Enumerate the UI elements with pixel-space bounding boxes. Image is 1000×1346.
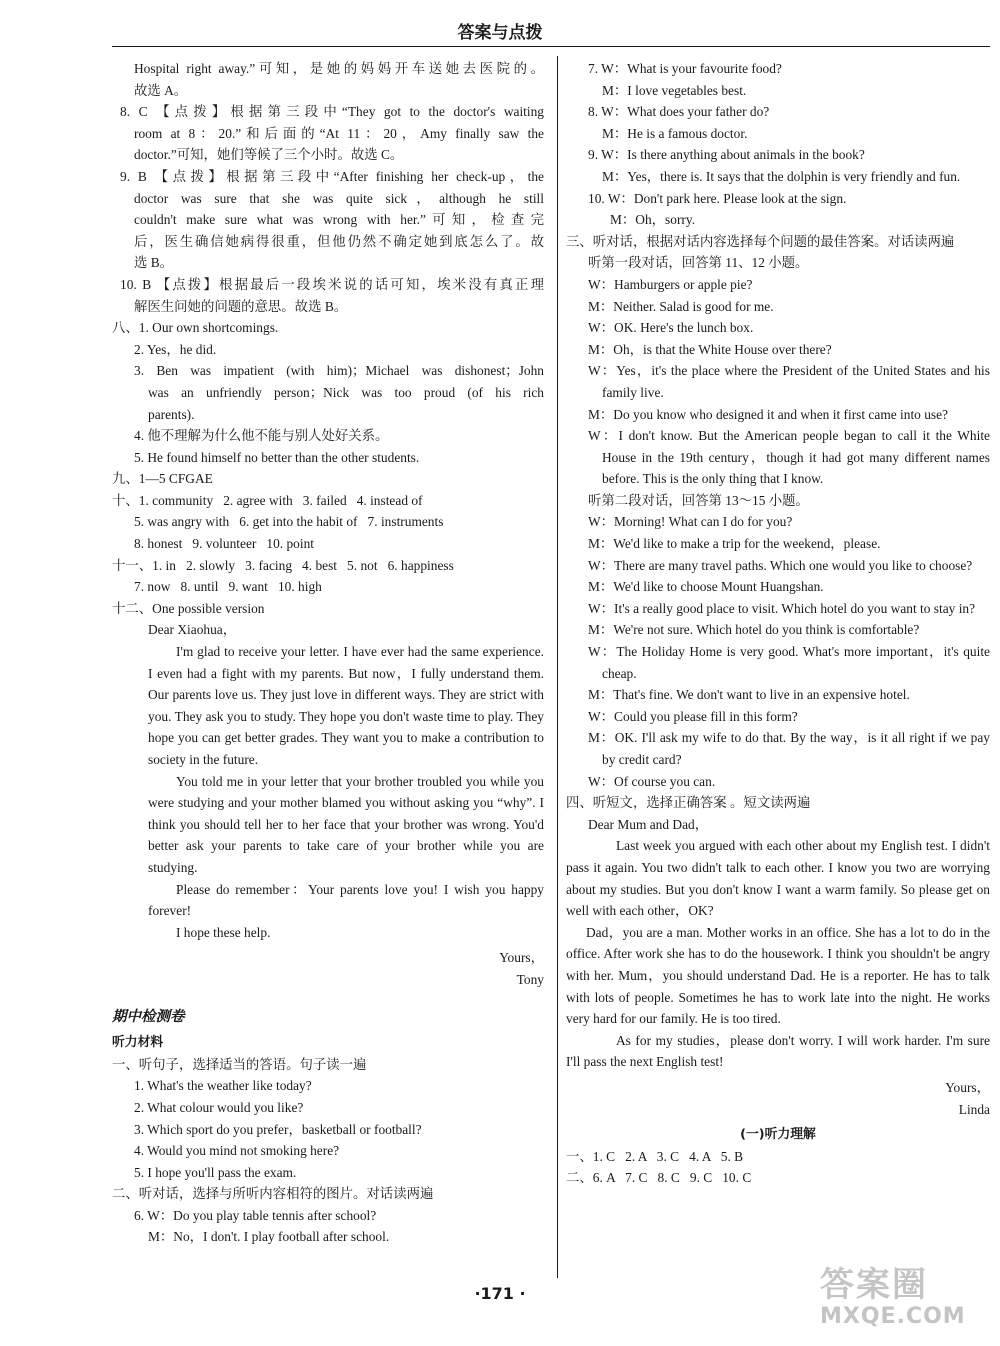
answer-line: 选 B。: [134, 255, 174, 271]
dialogue-line: M：That's fine. We don't want to live in an expensive hotel.: [588, 687, 910, 703]
letter-paragraph: Last week you argued with each other about my English test. I didn't pass it again. You two didn't talk to each other. I know you two are worrying about my studies. But you don't know I want a warm family. So please get on well with each other，OK?: [566, 838, 994, 919]
section-title-midterm: 期中检测卷: [112, 1008, 185, 1025]
answer-key-line: 一、1. C 2. A 3. C 4. A 5. B: [566, 1148, 744, 1164]
letter-salutation: Dear Xiaohua，: [148, 622, 237, 638]
dialogue-line: M：Do you know who designed it and when it first came into use?: [588, 406, 948, 422]
listening-part-one: 一、听句子，选择适当的答语。句子读一遍: [112, 1056, 367, 1072]
dialogue-line: 9. W：Is there anything about animals in the book?: [588, 147, 865, 163]
answer-line: 5. was angry with 6. get into the habit of 7. instruments: [134, 514, 444, 530]
dialogue-line: M：We're not sure. Which hotel do you think is comfortable?: [588, 622, 920, 638]
dialogue-line: W：Yes，it's the place where the President of the United States and his family live.: [588, 363, 994, 400]
listening-sentence: 3. Which sport do you prefer，basketball or football?: [134, 1121, 422, 1137]
answer-line: 4. 他不理解为什么他不能与别人处好关系。: [134, 428, 389, 444]
watermark-text: 答案圈: [820, 1265, 928, 1305]
dialogue-line: W：Of course you can.: [588, 773, 716, 789]
answer-line: 2. Yes，he did.: [134, 341, 217, 357]
answer-line: doctor was sure that she was quite sick，although he still: [134, 190, 544, 206]
dialogue-line: M：OK. I'll ask my wife to do that. By the way，is it all right if we pay by credit card?: [588, 730, 994, 767]
answer-line: 故选 A。: [134, 82, 188, 98]
letter-paragraph: As for my studies，please don't worry. I will work harder. I'm sure I'll pass the next English test!: [566, 1032, 994, 1070]
answer-line: doctor.”可知，她们等候了三个小时。故选 C。: [134, 147, 404, 163]
column-divider: [557, 56, 558, 1278]
listening-sentence: 2. What colour would you like?: [134, 1099, 304, 1115]
dialogue-intro: 听第一段对话，回答第 11、12 小题。: [588, 255, 809, 271]
dialogue-line: W：Hamburgers or apple pie?: [588, 276, 753, 292]
answer-line: room at 8：20.”和后面的“At 11：20，Amy finally saw the: [134, 125, 544, 141]
dialogue-intro: 听第二段对话，回答第 13～15 小题。: [588, 492, 809, 508]
letter-closing: Yours，: [499, 950, 544, 966]
listening-sentence: 1. What's the weather like today?: [134, 1078, 312, 1094]
dialogue-line: W：Could you please fill in this form?: [588, 708, 798, 724]
answer-line: 8. C 【点拨】根据第三段中“They got to the doctor's waiting: [120, 104, 544, 120]
listening-comprehension-title: (一)听力理解: [740, 1127, 816, 1143]
section-nine: 九、1—5 CFGAE: [112, 471, 213, 487]
listening-part-two: 二、听对话，选择与所听内容相符的图片。对话读两遍: [112, 1186, 434, 1202]
page-number: ·171 ·: [474, 1284, 526, 1303]
dialogue-line: M：Oh，is that the White House over there?: [588, 341, 832, 357]
letter-paragraph: Please do remember：Your parents love you! I wish you happy forever!: [148, 881, 548, 919]
letter-closing: Yours，: [945, 1079, 990, 1095]
dialogue-line: W：OK. Here's the lunch box.: [588, 320, 754, 336]
right-column: [566, 58, 994, 1189]
answer-line: parents).: [148, 406, 195, 422]
letter-paragraph: Dad，you are a man. Mother works in an office. She has a lot to do in the office. After work she has to do the housework. I think you shouldn't be angry with her. Mum，you should understand Dad. He is a reporter. He has to talk with lots of people. Sometimes he has to work late into the night. He works very hard for our family. He is too tired.: [566, 924, 994, 1027]
dialogue-line: W：Morning! What can I do for you?: [588, 514, 793, 530]
dialogue-line: M：Neither. Salad is good for me.: [588, 298, 774, 314]
listening-part-three: 三、听对话，根据对话内容选择每个问题的最佳答案。对话读两遍: [566, 233, 955, 249]
dialogue-line: 6. W：Do you play table tennis after school?: [134, 1207, 377, 1223]
answer-line: 7. now 8. until 9. want 10. high: [134, 579, 322, 595]
watermark-logo: [820, 1266, 990, 1340]
answer-line: 8. honest 9. volunteer 10. point: [134, 536, 315, 552]
answer-line: couldn't make sure what was wrong with her.”可知，检查完: [134, 212, 544, 228]
dialogue-line: W：It's a really good place to visit. Which hotel do you want to stay in?: [588, 600, 976, 616]
section-twelve: 十二、One possible version: [112, 600, 265, 616]
letter-paragraph: I hope these help.: [176, 924, 271, 940]
listening-part-four: 四、听短文，选择正确答案 。短文读两遍: [566, 795, 811, 811]
dialogue-line: M：I love vegetables best.: [602, 82, 747, 98]
listening-material-title: 听力材料: [112, 1035, 164, 1051]
left-column: [112, 58, 548, 1248]
watermark-url: MXQE.COM: [820, 1304, 966, 1329]
answer-line: 解医生问她的问题的意思。故选 B。: [134, 298, 348, 314]
answer-line: was an unfriendly person；Nick was too proud (of his rich: [148, 384, 544, 400]
letter-paragraph: I'm glad to receive your letter. I have ever had the same experience. I even had a fight with my parents. But now，I fully understand them. Our parents love us. They just love in different ways. They are strict with you. They ask you to study. They hope you don't waste time to play. They hope you can get better grades. They want you to make a contribution to society in the future.: [148, 644, 548, 767]
dialogue-line: M：Yes，there is. It says that the dolphin is very friendly and fun.: [602, 168, 961, 184]
dialogue-line: 8. W：What does your father do?: [588, 104, 770, 120]
answer-line: 后，医生确信她病得很重，但他仍然不确定她到底怎么了。故: [134, 233, 544, 249]
dialogue-line: W：I don't know. But the American people began to call it the White House in the 19th century，though it had got many different names before. This is the only thing that I know.: [588, 428, 994, 487]
dialogue-line: M：He is a famous doctor.: [602, 125, 748, 141]
dialogue-line: 10. W：Don't park here. Please look at the sign.: [588, 190, 847, 206]
letter-salutation: Dear Mum and Dad，: [588, 816, 709, 832]
answer-line: 5. He found himself no better than the other students.: [134, 449, 420, 465]
section-ten: 十、1. community 2. agree with 3. failed 4. instead of: [112, 492, 423, 508]
dialogue-line: M：We'd like to choose Mount Huangshan.: [588, 579, 824, 595]
answer-line: 3. Ben was impatient (with him)；Michael was dishonest；John: [134, 363, 544, 379]
listening-sentence: 5. I hope you'll pass the exam.: [134, 1164, 297, 1180]
dialogue-line: M：We'd like to make a trip for the weekend，please.: [588, 536, 881, 552]
dialogue-line: M：No，I don't. I play football after school.: [148, 1229, 390, 1245]
section-eleven: 十一、1. in 2. slowly 3. facing 4. best 5. not 6. happiness: [112, 557, 454, 573]
answer-key-line: 二、6. A 7. C 8. C 9. C 10. C: [566, 1170, 752, 1186]
listening-sentence: 4. Would you mind not smoking here?: [134, 1143, 340, 1159]
answer-line: 9. B 【点拨】根据第三段中“After finishing her check-up，the: [120, 168, 544, 184]
section-eight: 八、1. Our own shortcomings.: [112, 320, 279, 336]
letter-signature: Tony: [516, 971, 544, 987]
letter-paragraph: You told me in your letter that your brother troubled you while you were studying and your mother blamed you without asking you “why”. I think you should tell her to her face that your brother was wrong. You'd better ask your parents to take care of your brother while you are studying.: [148, 773, 548, 875]
letter-signature: Linda: [958, 1101, 990, 1117]
dialogue-line: 7. W：What is your favourite food?: [588, 61, 782, 76]
page-header-title: 答案与点拨: [457, 23, 543, 43]
dialogue-line: M：Oh，sorry.: [610, 212, 696, 228]
header-rule: [112, 46, 990, 47]
dialogue-line: W：The Holiday Home is very good. What's more important，it's quite cheap.: [588, 644, 994, 681]
answer-line: Hospital right away.”可知，是她的妈妈开车送她去医院的。: [134, 61, 544, 76]
dialogue-line: W：There are many travel paths. Which one would you like to choose?: [588, 557, 973, 573]
answer-line: 10. B 【点拨】根据最后一段埃米说的话可知，埃米没有真正理: [120, 276, 544, 292]
